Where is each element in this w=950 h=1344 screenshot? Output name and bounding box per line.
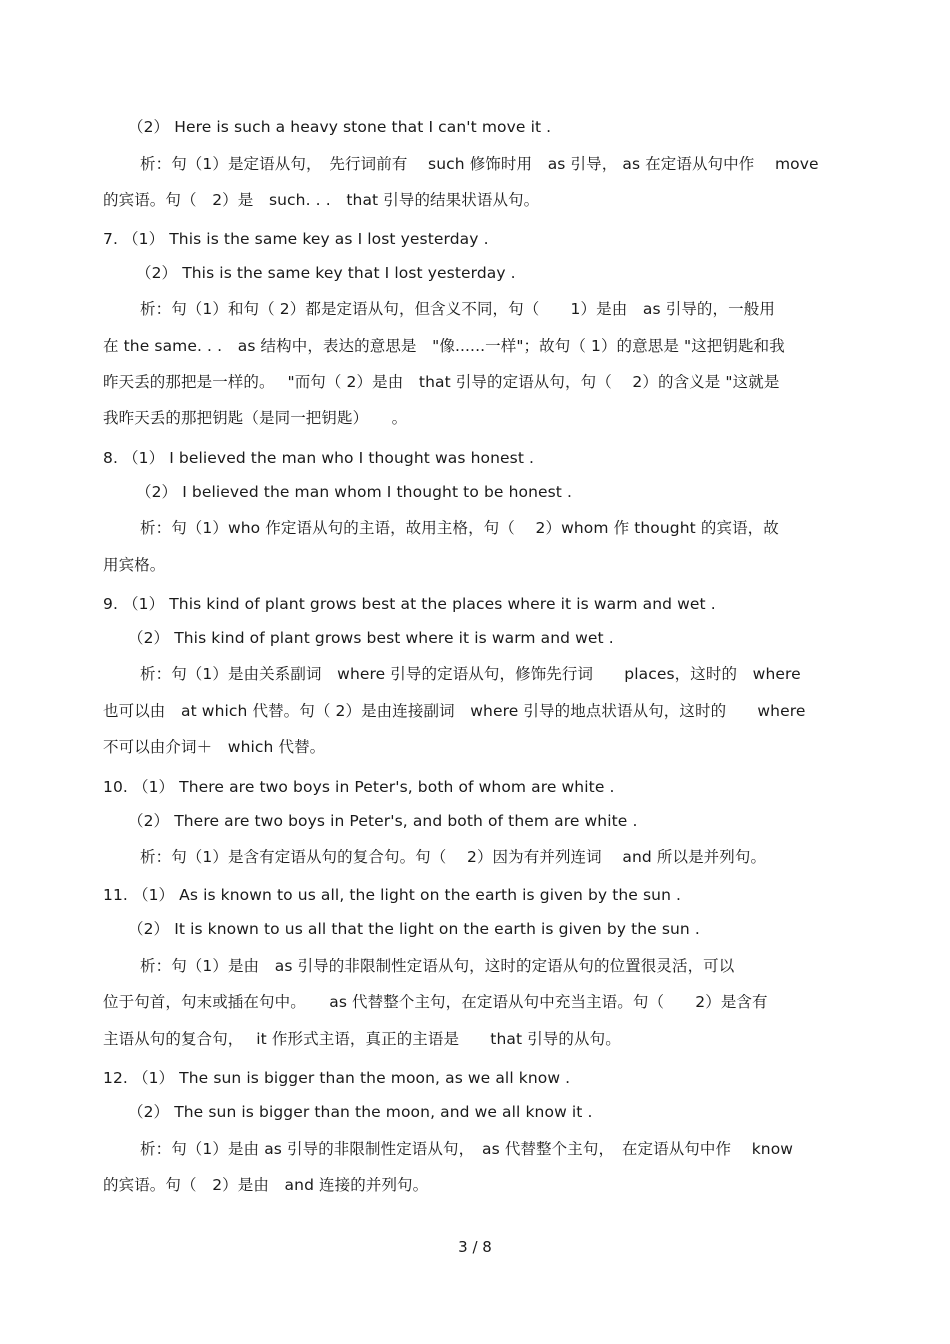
- text-line: 的宾语。句（ 2）是由 and 连接的并列句。: [103, 1176, 429, 1194]
- text-line: 析：句（1）是由关系副词 where 引导的定语从句，修饰先行词 places，这时的 where: [140, 665, 801, 683]
- text-line: （2） This is the same key that I lost yesterday .: [136, 264, 516, 282]
- text-line: 的宾语。句（ 2）是 such. . . that 引导的结果状语从句。: [103, 191, 540, 209]
- text-line: 用宾格。: [103, 556, 166, 574]
- text-line: 不可以由介词＋ which 代替。: [103, 738, 326, 756]
- text-line: （2） This kind of plant grows best where it is warm and wet .: [128, 629, 614, 647]
- text-line: 析：句（1）和句（ 2）都是定语从句，但含义不同，句（ 1）是由 as 引导的，一般用: [140, 300, 775, 318]
- text-line: 8. （1） I believed the man who I thought was honest .: [103, 449, 535, 467]
- text-line: 11. （1） As is known to us all, the light on the earth is given by the sun .: [103, 886, 682, 904]
- text-line: 在 the same. . . as 结构中，表达的意思是 "像......一样"；故句（ 1）的意思是 "这把钥匙和我: [103, 337, 785, 355]
- text-line: 也可以由 at which 代替。句（ 2）是由连接副词 where 引导的地点状语从句，这时的 where: [103, 702, 806, 720]
- text-line: （2） There are two boys in Peter's, and both of them are white .: [128, 812, 638, 830]
- text-line: 昨天丢的那把是一样的。 "而句（ 2）是由 that 引导的定语从句，句（ 2）的含义是 "这就是: [103, 373, 780, 391]
- text-line: （2） The sun is bigger than the moon, and we all know it .: [128, 1103, 593, 1121]
- text-line: 位于句首，句末或插在句中。 as 代替整个主句，在定语从句中充当主语。句（ 2）是含有: [103, 993, 768, 1011]
- text-line: 析：句（1）是含有定语从句的复合句。句（ 2）因为有并列连词 and 所以是并列句。: [140, 848, 767, 866]
- text-line: 7. （1） This is the same key as I lost yesterday .: [103, 230, 489, 248]
- page-indicator: 3 / 8: [458, 1238, 492, 1256]
- text-line: （2） I believed the man whom I thought to be honest .: [136, 483, 573, 501]
- text-line: 9. （1） This kind of plant grows best at the places where it is warm and wet .: [103, 595, 716, 613]
- text-line: 析：句（1）who 作定语从句的主语，故用主格，句（ 2）whom 作 thought 的宾语，故: [140, 519, 779, 537]
- text-line: 析：句（1）是由 as 引导的非限制性定语从句，这时的定语从句的位置很灵活，可以: [140, 957, 735, 975]
- text-line: （2） It is known to us all that the light on the earth is given by the sun .: [128, 920, 700, 938]
- text-line: 我昨天丢的那把钥匙（是同一把钥匙） 。: [103, 409, 408, 427]
- text-line: 10. （1） There are two boys in Peter's, both of whom are white .: [103, 778, 615, 796]
- text-line: （2） Here is such a heavy stone that I can't move it .: [128, 118, 552, 136]
- text-line: 析：句（1）是定语从句， 先行词前有 such 修饰时用 as 引导， as 在定语从句中作 move: [140, 155, 819, 173]
- text-line: 析：句（1）是由 as 引导的非限制性定语从句， as 代替整个主句， 在定语从句中作 know: [140, 1140, 794, 1158]
- text-line: 12. （1） The sun is bigger than the moon, as we all know .: [103, 1069, 571, 1087]
- text-line: 主语从句的复合句， it 作形式主语，真正的主语是 that 引导的从句。: [103, 1030, 621, 1048]
